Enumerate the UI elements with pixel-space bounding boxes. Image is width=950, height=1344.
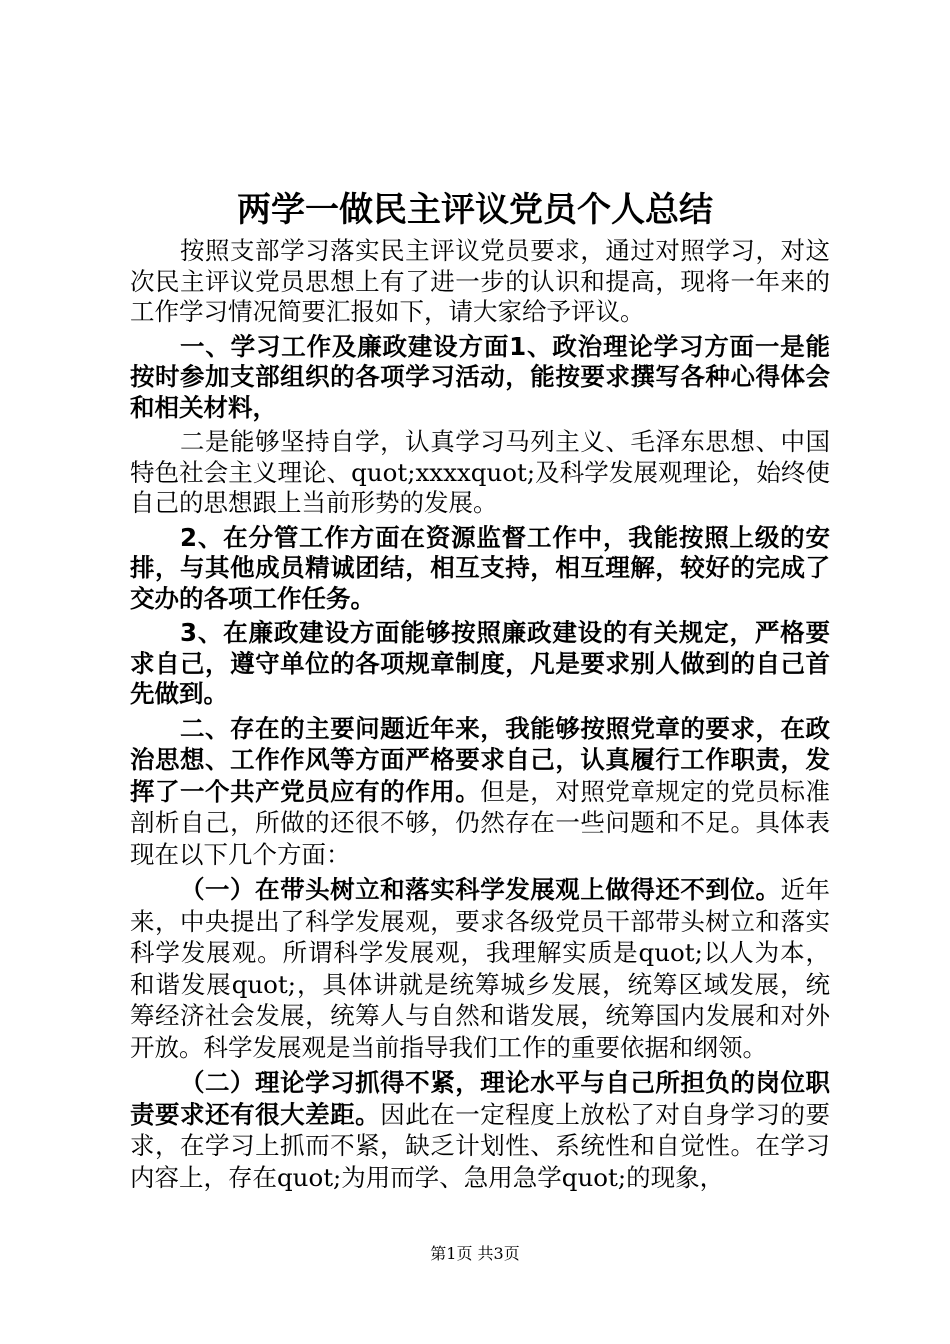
work-paragraph: 2、在分管工作方面在资源监督工作中，我能按照上级的安排，与其他成员精诚团结，相互支持，相互理解，较好的完成了交办的各项工作任务。 bbox=[130, 522, 830, 613]
problem-two-heading: （二）理论学习抓得不紧，理论水平与自己所担负的岗位职责要求还有很大差距。 bbox=[130, 1068, 830, 1129]
problem-one-heading: （一）在带头树立和落实科学发展观上做得还不到位。 bbox=[180, 875, 781, 904]
problem-two-paragraph bbox=[130, 1068, 830, 1194]
problems-text: 但是，对照党章规定的党员标准剖析自己，所做的还很不够，仍然存在一些问题和不足。具体表现在以下几个方面： bbox=[130, 776, 831, 869]
self-study-paragraph: 二是能够坚持自学，认真学习马列主义、毛泽东思想、中国特色社会主义理论、quot;xxxxquot;及科学发展观理论，始终使自己的思想跟上当前形势的发展。 bbox=[130, 427, 830, 517]
intro-paragraph: 按照支部学习落实民主评议党员要求，通过对照学习，对这次民主评议党员思想上有了进一步的认识和提高，现将一年来的工作学习情况简要汇报如下，请大家给予评议。 bbox=[130, 236, 830, 326]
section-one-paragraph: 一、学习工作及廉政建设方面1、政治理论学习方面一是能按时参加支部组织的各项学习活动，能按要求撰写各种心得体会和相关材料， bbox=[130, 331, 830, 422]
problem-one-text: 近年来，中央提出了科学发展观，要求各级党员干部带头树立和落实科学发展观。所谓科学发展观，我理解实质是quot;以人为本，和谐发展quot;，具体讲就是统筹城乡发展，统筹区域发展，统筹经济社会发展，统筹人与自然和谐发展，统筹国内发展和对外开放。科学发展观是当前指导我们工作的重要依据和纲领。 bbox=[130, 875, 831, 1062]
problems-paragraph bbox=[130, 714, 830, 872]
page-footer: 第1页 共3页 bbox=[430, 1244, 520, 1263]
document-title: 两学一做民主评议党员个人总结 bbox=[237, 190, 713, 230]
problem-two-text: 因此在一定程度上放松了对自身学习的要求，在学习上抓而不紧，缺乏计划性、系统性和自觉性。在学习内容上，存在quot;为用而学、急用急学quot;的现象， bbox=[130, 1099, 831, 1192]
problem-one-paragraph bbox=[130, 875, 830, 1064]
integrity-paragraph: 3、在廉政建设方面能够按照廉政建设的有关规定，严格要求自己，遵守单位的各项规章制度，凡是要求别人做到的自己首先做到。 bbox=[130, 618, 830, 708]
problems-heading: 二、存在的主要问题近年来，我能够按照党章的要求，在政治思想、工作作风等方面严格要求自己，认真履行工作职责，发挥了一个共产党员应有的作用。 bbox=[130, 713, 830, 806]
document-body bbox=[130, 236, 830, 1194]
